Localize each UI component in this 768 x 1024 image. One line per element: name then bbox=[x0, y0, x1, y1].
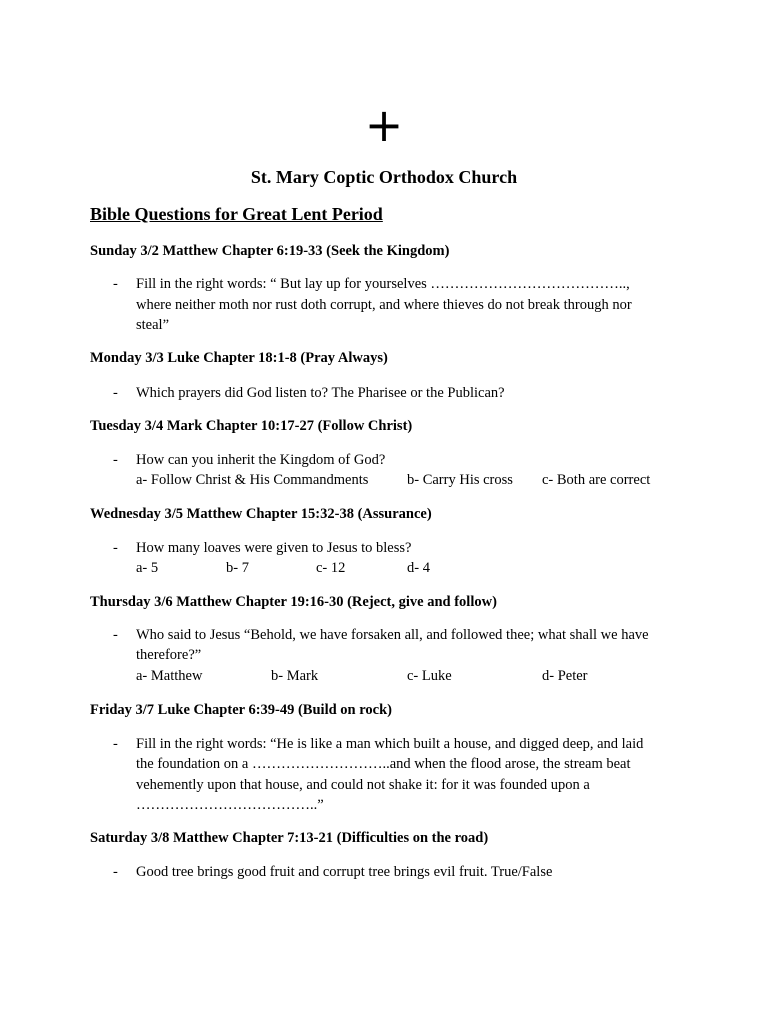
question-line: where neither moth nor rust doth corrupt, and where thieves do not break through nor bbox=[136, 297, 632, 313]
bullet-dash: - bbox=[113, 540, 118, 556]
day-heading-sunday: Sunday 3/2 Matthew Chapter 6:19-33 (Seek the Kingdom) bbox=[90, 243, 450, 259]
bullet-dash: - bbox=[113, 385, 118, 401]
question-line: steal” bbox=[136, 317, 170, 333]
answer-option-d: d- Peter bbox=[542, 668, 588, 684]
question-line: ………………………………..” bbox=[136, 797, 324, 813]
day-heading-saturday: Saturday 3/8 Matthew Chapter 7:13-21 (Difficulties on the road) bbox=[90, 830, 489, 846]
answer-option-c: c- Luke bbox=[407, 668, 452, 684]
question-line: Fill in the right words: “ But lay up for yourselves ………………………………….., bbox=[136, 276, 630, 292]
document-title: Bible Questions for Great Lent Period bbox=[90, 204, 383, 224]
answer-option-a: a- 5 bbox=[136, 560, 159, 576]
question-line: How can you inherit the Kingdom of God? bbox=[136, 452, 386, 468]
bullet-dash: - bbox=[113, 736, 118, 752]
answer-option-b: b- 7 bbox=[226, 560, 249, 576]
answer-option-c: c- 12 bbox=[316, 560, 346, 576]
question-line: Which prayers did God listen to? The Pharisee or the Publican? bbox=[136, 385, 505, 401]
bullet-dash: - bbox=[113, 452, 118, 468]
question-line: the foundation on a ………………………..and when the flood arose, the stream beat bbox=[136, 756, 631, 772]
answer-option-d: d- 4 bbox=[407, 560, 430, 576]
question-line: Fill in the right words: “He is like a man which built a house, and digged deep, and laid bbox=[136, 736, 644, 752]
church-name: St. Mary Coptic Orthodox Church bbox=[250, 167, 518, 187]
answer-option-b: b- Mark bbox=[271, 668, 319, 684]
day-heading-tuesday: Tuesday 3/4 Mark Chapter 10:17-27 (Follow Christ) bbox=[90, 418, 413, 434]
answer-option-b: b- Carry His cross bbox=[407, 472, 513, 488]
question-line: vehemently upon that house, and could not shake it: for it was founded upon a bbox=[136, 777, 590, 793]
question-line: Who said to Jesus “Behold, we have forsaken all, and followed thee; what shall we have bbox=[136, 627, 649, 643]
question-line: therefore?” bbox=[136, 647, 202, 663]
day-heading-monday: Monday 3/3 Luke Chapter 18:1-8 (Pray Always) bbox=[90, 350, 388, 366]
bullet-dash: - bbox=[113, 864, 118, 880]
question-line: How many loaves were given to Jesus to bless? bbox=[136, 540, 412, 556]
answer-option-c: c- Both are correct bbox=[542, 472, 651, 488]
day-heading-wednesday: Wednesday 3/5 Matthew Chapter 15:32-38 (Assurance) bbox=[90, 506, 432, 522]
question-line: Good tree brings good fruit and corrupt tree brings evil fruit. True/False bbox=[136, 864, 553, 880]
day-heading-friday: Friday 3/7 Luke Chapter 6:39-49 (Build on rock) bbox=[90, 702, 392, 718]
day-heading-thursday: Thursday 3/6 Matthew Chapter 19:16-30 (Reject, give and follow) bbox=[90, 594, 497, 610]
bullet-dash: - bbox=[113, 627, 118, 643]
cross-icon: + bbox=[364, 98, 404, 152]
bullet-dash: - bbox=[113, 276, 118, 292]
answer-option-a: a- Follow Christ & His Commandments bbox=[136, 472, 369, 488]
answer-option-a: a- Matthew bbox=[136, 668, 203, 684]
